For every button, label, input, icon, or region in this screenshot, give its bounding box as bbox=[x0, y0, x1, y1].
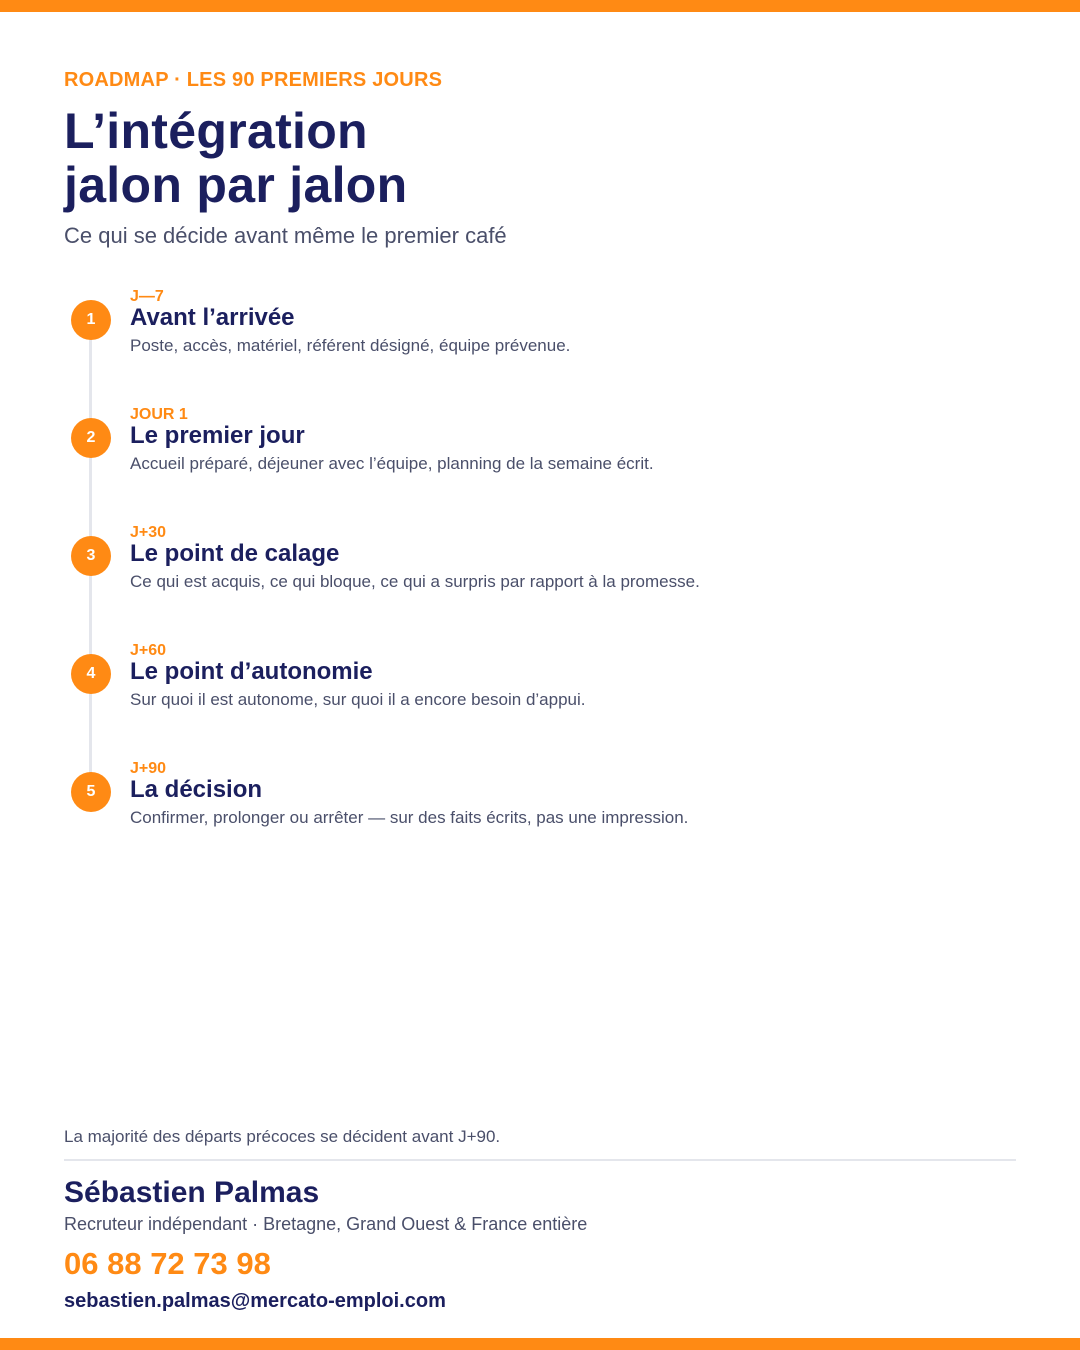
milestone-title: La décision bbox=[130, 776, 263, 803]
milestone-item bbox=[0, 760, 1080, 872]
milestone-label: JOUR 1 bbox=[130, 406, 188, 423]
page-title-line-2: jalon par jalon bbox=[64, 157, 408, 213]
footer-divider bbox=[64, 1159, 1016, 1161]
page-subtitle: Ce qui se décide avant même le premier café bbox=[64, 223, 507, 248]
contact-name: Sébastien Palmas bbox=[64, 1176, 320, 1209]
milestone-item bbox=[0, 642, 1080, 754]
milestone-description: Ce qui est acquis, ce qui bloque, ce qui a surpris par rapport à la promesse. bbox=[130, 572, 700, 591]
milestone-number-badge: 3 bbox=[71, 536, 111, 576]
milestone-number-badge: 4 bbox=[71, 654, 111, 694]
milestone-label: J+90 bbox=[130, 760, 167, 777]
footnote: La majorité des départs précoces se décident avant J+90. bbox=[64, 1127, 501, 1146]
top-accent-bar bbox=[0, 0, 1080, 12]
milestone-description: Poste, accès, matériel, référent désigné, équipe prévenue. bbox=[130, 336, 571, 355]
milestone-number-badge: 1 bbox=[71, 300, 111, 340]
contact-role: Recruteur indépendant · Bretagne, Grand Ouest & France entière bbox=[64, 1214, 588, 1234]
milestone-label: J+30 bbox=[130, 524, 167, 541]
milestone-title: Le point d’autonomie bbox=[130, 658, 373, 685]
milestone-label: J—7 bbox=[130, 288, 164, 305]
milestone-title: Le point de calage bbox=[130, 540, 340, 567]
milestone-item bbox=[0, 524, 1080, 636]
page-title bbox=[64, 104, 407, 212]
milestone-label: J+60 bbox=[130, 642, 167, 659]
page-title-line-1: L’intégration bbox=[64, 103, 368, 159]
milestone-number-badge: 5 bbox=[71, 772, 111, 812]
eyebrow-label: ROADMAP · LES 90 PREMIERS JOURS bbox=[64, 69, 443, 91]
milestone-item bbox=[0, 406, 1080, 518]
milestone-description: Accueil préparé, déjeuner avec l’équipe, planning de la semaine écrit. bbox=[130, 454, 654, 473]
milestone-number-badge: 2 bbox=[71, 418, 111, 458]
milestone-title: Avant l’arrivée bbox=[130, 304, 295, 331]
contact-email[interactable]: sebastien.palmas@mercato-emploi.com bbox=[64, 1290, 446, 1312]
contact-phone[interactable]: 06 88 72 73 98 bbox=[64, 1246, 271, 1281]
milestone-title: Le premier jour bbox=[130, 422, 305, 449]
milestone-description: Confirmer, prolonger ou arrêter — sur des faits écrits, pas une impression. bbox=[130, 808, 689, 827]
milestone-item bbox=[0, 288, 1080, 400]
milestone-description: Sur quoi il est autonome, sur quoi il a encore besoin d’appui. bbox=[130, 690, 586, 709]
bottom-accent-bar bbox=[0, 1338, 1080, 1350]
